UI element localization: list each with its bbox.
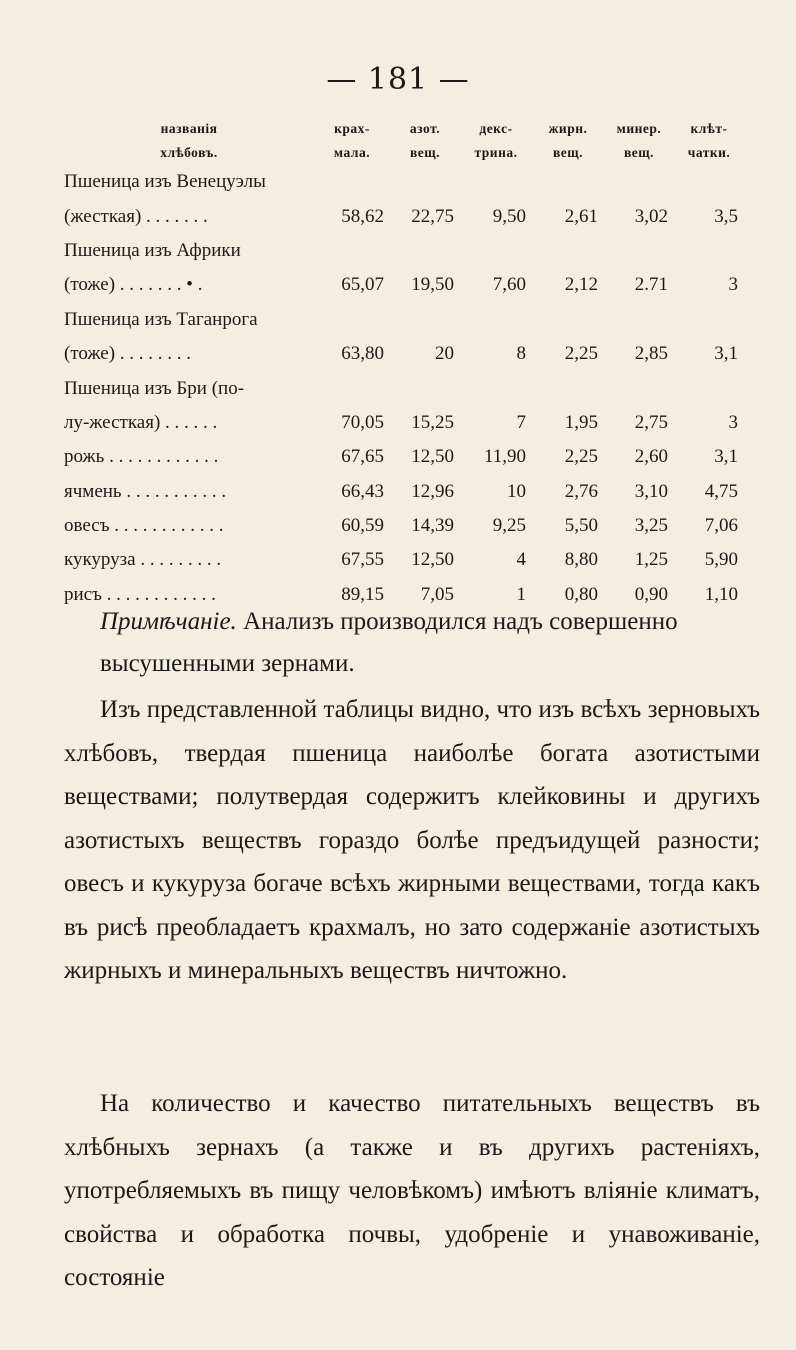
value-fat: 2,25 bbox=[564, 446, 598, 468]
value-mineral: 0,90 bbox=[634, 583, 668, 605]
value-dextrin: 9,25 bbox=[492, 515, 526, 537]
value-starch: 58,62 bbox=[341, 205, 384, 227]
value-fat: 8,80 bbox=[564, 549, 598, 571]
header-starch: мала. bbox=[333, 145, 371, 160]
table-row bbox=[64, 337, 744, 371]
header-mineral: минер. bbox=[616, 121, 662, 136]
value-nitrogen: 7,05 bbox=[420, 583, 454, 605]
value-fiber: 5,90 bbox=[704, 549, 738, 571]
header-mineral: вещ. bbox=[623, 145, 655, 160]
header-row-2 bbox=[64, 141, 744, 165]
value-mineral: 2,60 bbox=[634, 446, 668, 468]
value-fiber: 3,1 bbox=[714, 446, 738, 468]
table-row-name-line bbox=[64, 303, 744, 337]
header-dextrin: трина. bbox=[474, 145, 518, 160]
value-starch: 66,43 bbox=[341, 480, 384, 502]
note-label: Примѣчаніе. bbox=[100, 608, 237, 635]
value-fat: 0,80 bbox=[564, 583, 598, 605]
value-mineral: 2.71 bbox=[634, 274, 668, 296]
grain-name: рисъ . . . . . . . . . . . . bbox=[64, 583, 216, 605]
value-nitrogen: 12,96 bbox=[411, 480, 454, 502]
grain-name: овесъ . . . . . . . . . . . . bbox=[64, 515, 224, 537]
table-row bbox=[64, 509, 744, 543]
value-fiber: 1,10 bbox=[704, 583, 738, 605]
value-dextrin: 10 bbox=[507, 480, 526, 502]
grain-name-line: Пшеница изъ Таганрога bbox=[64, 308, 258, 330]
value-starch: 60,59 bbox=[341, 515, 384, 537]
value-mineral: 3,25 bbox=[634, 515, 668, 537]
grain-name: кукуруза . . . . . . . . . bbox=[64, 549, 222, 571]
paragraph: На количество и качество питательныхъ веществъ въ хлѣбныхъ зернахъ (а также и въ другихъ растеніяхъ, употребляемыхъ въ пищу человѣкомъ) имѣютъ вліяніе климатъ, свойства и обработка почвы, удобреніе и унавоживаніе, состояніе bbox=[64, 1090, 760, 1291]
value-starch: 67,55 bbox=[341, 549, 384, 571]
table-row bbox=[64, 199, 744, 233]
table-row bbox=[64, 543, 744, 577]
value-dextrin: 11,90 bbox=[483, 446, 526, 468]
note bbox=[100, 601, 760, 685]
value-fat: 2,76 bbox=[564, 480, 598, 502]
grain-name: лу-жесткая) . . . . . . bbox=[64, 411, 218, 433]
grain-name: (жесткая) . . . . . . . bbox=[64, 205, 208, 227]
header-fat: вещ. bbox=[552, 145, 584, 160]
value-fiber: 3 bbox=[728, 411, 738, 433]
note-text: Анализъ производился надъ совершенно высушенными зернами. bbox=[100, 608, 678, 677]
table-row-name-line bbox=[64, 371, 744, 405]
value-fat: 2,12 bbox=[564, 274, 598, 296]
value-nitrogen: 12,50 bbox=[411, 446, 454, 468]
value-dextrin: 8 bbox=[516, 343, 526, 365]
value-fat: 2,25 bbox=[564, 343, 598, 365]
header-nitrogen: азот. bbox=[409, 121, 441, 136]
header-nitrogen: вещ. bbox=[409, 145, 441, 160]
grain-composition-table bbox=[64, 117, 744, 612]
value-mineral: 3,02 bbox=[634, 205, 668, 227]
value-fat: 1,95 bbox=[564, 411, 598, 433]
value-fiber: 4,75 bbox=[704, 480, 738, 502]
page-number: — 181 — bbox=[326, 62, 470, 97]
value-starch: 70,05 bbox=[341, 411, 384, 433]
value-dextrin: 7,60 bbox=[492, 274, 526, 296]
grain-name-line: Пшеница изъ Бри (по- bbox=[64, 377, 245, 399]
value-dextrin: 4 bbox=[516, 549, 526, 571]
value-dextrin: 1 bbox=[516, 583, 526, 605]
value-mineral: 3,10 bbox=[634, 480, 668, 502]
value-mineral: 2,85 bbox=[634, 343, 668, 365]
value-dextrin: 9,50 bbox=[492, 205, 526, 227]
value-starch: 65,07 bbox=[341, 274, 384, 296]
header-name: названія bbox=[160, 121, 218, 136]
grain-name: ячмень . . . . . . . . . . . bbox=[64, 480, 227, 502]
header-fat: жирн. bbox=[548, 121, 588, 136]
table-row bbox=[64, 440, 744, 474]
table-row-name-line bbox=[64, 165, 744, 199]
grain-name: рожь . . . . . . . . . . . . bbox=[64, 446, 219, 468]
table-row bbox=[64, 475, 744, 509]
value-fiber: 3 bbox=[728, 274, 738, 296]
header-fiber: чатки. bbox=[687, 145, 731, 160]
value-starch: 89,15 bbox=[341, 583, 384, 605]
header-dextrin: декс- bbox=[479, 121, 513, 136]
value-dextrin: 7 bbox=[516, 411, 526, 433]
value-fiber: 3,5 bbox=[714, 205, 738, 227]
value-fiber: 3,1 bbox=[714, 343, 738, 365]
header-row-1 bbox=[64, 117, 744, 141]
value-nitrogen: 14,39 bbox=[411, 515, 454, 537]
value-starch: 63,80 bbox=[341, 343, 384, 365]
value-mineral: 1,25 bbox=[634, 549, 668, 571]
header-fiber: клѣт- bbox=[690, 121, 728, 136]
value-fiber: 7,06 bbox=[704, 515, 738, 537]
value-nitrogen: 20 bbox=[435, 343, 454, 365]
header-name: хлѣбовъ. bbox=[160, 145, 218, 160]
value-fat: 5,50 bbox=[564, 515, 598, 537]
grain-name-line: Пшеница изъ Африки bbox=[64, 239, 241, 261]
table-row bbox=[64, 268, 744, 302]
grain-name: (тоже) . . . . . . . • . bbox=[64, 274, 203, 296]
table-row bbox=[64, 406, 744, 440]
value-mineral: 2,75 bbox=[634, 411, 668, 433]
grain-name: (тоже) . . . . . . . . bbox=[64, 343, 192, 365]
paragraph: Изъ представленной таблицы видно, что изъ всѣхъ зерновыхъ хлѣбовъ, твердая пшеница наиболѣе богата азотистыми веществами; полутвердая содержитъ клейковины и другихъ азотистыхъ веществъ гораздо болѣе предъидущей разности; овесъ и кукуруза богаче всѣхъ жирными веществами, тогда какъ въ рисѣ преобладаетъ крахмалъ, но зато содержаніе азотистыхъ жирныхъ и минеральныхъ веществъ ничтожно. bbox=[64, 696, 760, 984]
value-starch: 67,65 bbox=[341, 446, 384, 468]
value-fat: 2,61 bbox=[564, 205, 598, 227]
value-nitrogen: 22,75 bbox=[411, 205, 454, 227]
header-starch: крах- bbox=[334, 121, 370, 136]
value-nitrogen: 19,50 bbox=[411, 274, 454, 296]
value-nitrogen: 12,50 bbox=[411, 549, 454, 571]
table-row-name-line bbox=[64, 234, 744, 268]
grain-name-line: Пшеница изъ Венецуэлы bbox=[64, 171, 266, 193]
value-nitrogen: 15,25 bbox=[411, 411, 454, 433]
